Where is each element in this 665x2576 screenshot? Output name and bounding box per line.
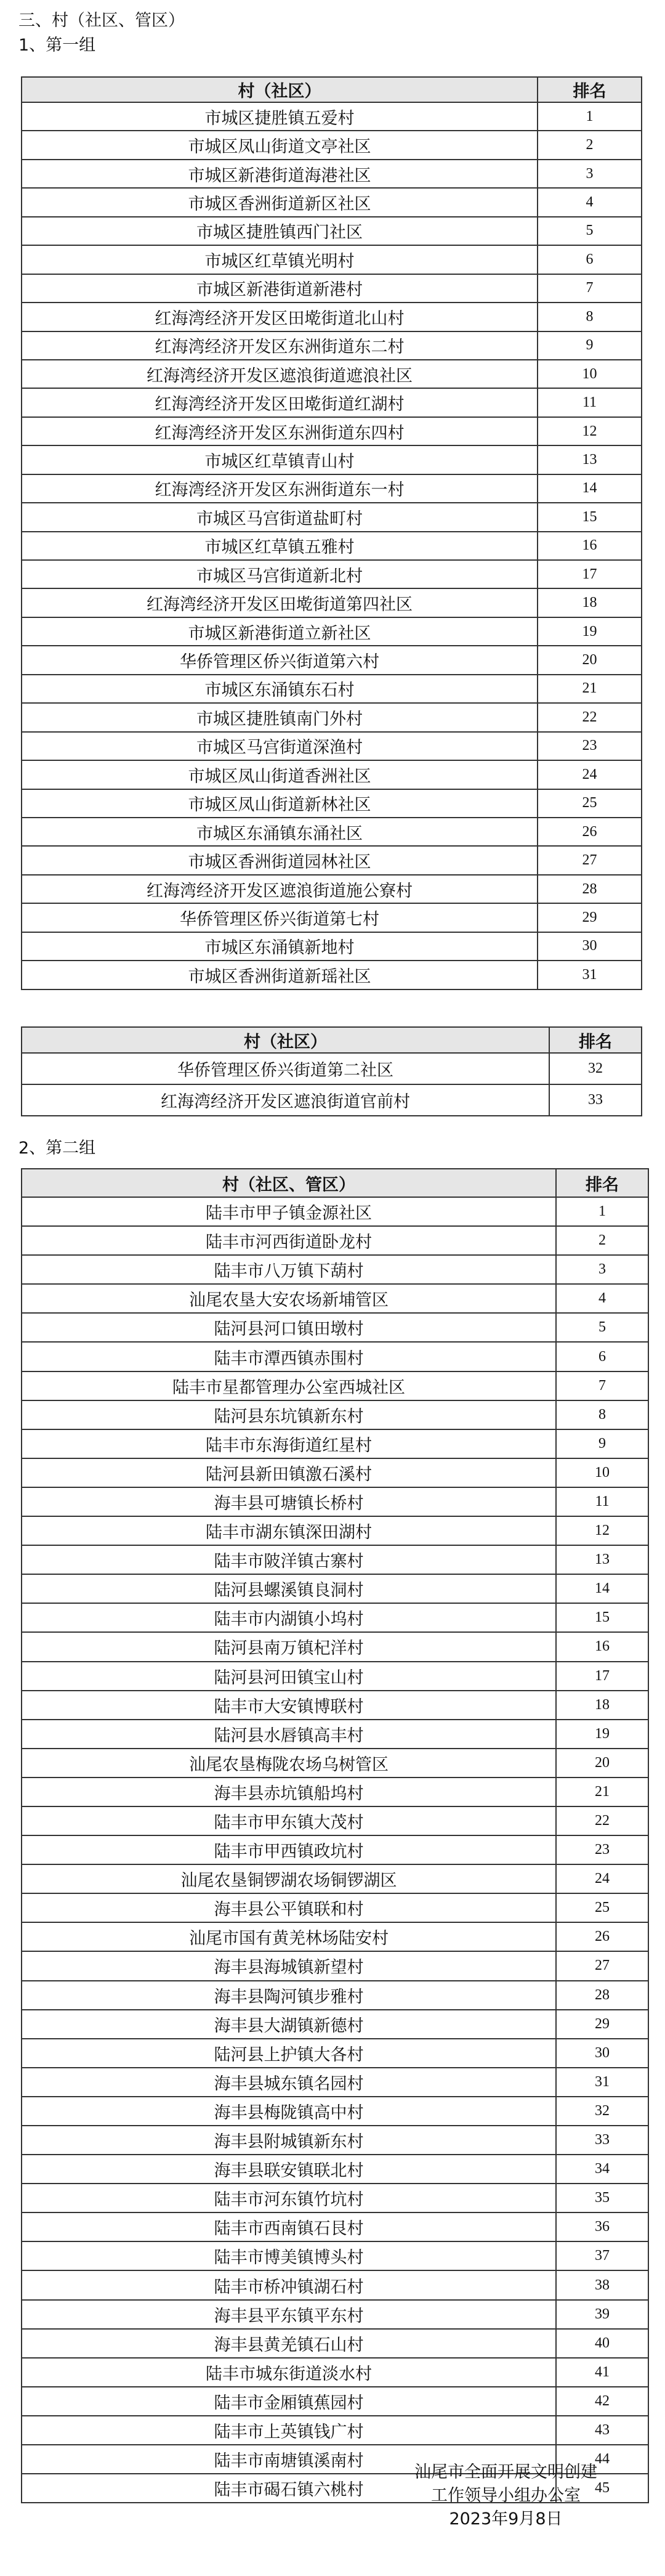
rank-cell: 17: [538, 560, 642, 588]
table-row: [22, 2416, 648, 2445]
table-row: [22, 1951, 648, 1980]
rank-cell: 19: [556, 1720, 648, 1749]
rank-cell: 23: [556, 1835, 648, 1864]
table-row: [22, 1893, 648, 1922]
table-header-row: [22, 1027, 642, 1053]
village-name-cell: 海丰县海城镇新望村: [22, 1951, 556, 1980]
table-row: [22, 331, 642, 360]
rank-cell: 5: [556, 1313, 648, 1342]
rank-cell: 13: [538, 445, 642, 474]
rank-cell: 38: [556, 2270, 648, 2299]
village-name-cell: 海丰县赤坑镇船坞村: [22, 1778, 556, 1806]
rank-cell: 44: [556, 2445, 648, 2474]
table-row: [22, 1226, 648, 1255]
issuer-line1: 汕尾市全面开展文明创建: [414, 2463, 597, 2482]
group1-extra-ranking-table: [21, 1026, 642, 1116]
issue-date: 2023年9月8日: [449, 2509, 563, 2529]
table-row: [22, 1516, 648, 1545]
table-row: [22, 2184, 648, 2212]
table-row: [22, 1574, 648, 1603]
table-row: [22, 2329, 648, 2358]
village-name-cell: 市城区香洲街道新区社区: [22, 188, 538, 216]
table-row: [22, 1255, 648, 1284]
village-name-cell: 陆河县东坑镇新东村: [22, 1400, 556, 1429]
table-row: [22, 1864, 648, 1893]
table-row: [22, 160, 642, 188]
table-row: [22, 2212, 648, 2241]
table-row: [22, 789, 642, 818]
village-name-cell: 汕尾农垦大安农场新埔管区: [22, 1284, 556, 1313]
table-row: [22, 2241, 648, 2270]
table-row: [22, 932, 642, 961]
table-row: [22, 360, 642, 388]
village-name-cell: 市城区凤山街道香洲社区: [22, 760, 538, 789]
rank-cell: 20: [538, 646, 642, 674]
rank-cell: 6: [538, 245, 642, 274]
table-row: [22, 1632, 648, 1661]
rank-cell: 41: [556, 2358, 648, 2387]
village-name-cell: 陆丰市陂洋镇古寨村: [22, 1545, 556, 1574]
table-row: [22, 760, 642, 789]
village-name-cell: 红海湾经济开发区遮浪街道施公寮村: [22, 875, 538, 903]
rank-cell: 9: [538, 331, 642, 360]
village-name-cell: 海丰县陶河镇步雅村: [22, 1981, 556, 2010]
rank-cell: 17: [556, 1662, 648, 1691]
rank-cell: 27: [538, 846, 642, 874]
village-name-cell: 华侨管理区侨兴街道第二社区: [22, 1053, 549, 1084]
rank-cell: 23: [538, 732, 642, 760]
table-row: [22, 1429, 648, 1458]
table-row: [22, 2068, 648, 2097]
rank-cell: 22: [538, 703, 642, 731]
village-name-cell: 市城区红草镇五雅村: [22, 532, 538, 560]
rank-cell: 14: [556, 1574, 648, 1603]
village-name-cell: 陆丰市金厢镇蕉园村: [22, 2387, 556, 2416]
village-name-cell: 陆河县新田镇激石溪村: [22, 1458, 556, 1487]
table-row: [22, 2155, 648, 2184]
rank-cell: 21: [538, 675, 642, 703]
table-row: [22, 2358, 648, 2387]
table-row: [22, 1662, 648, 1691]
rank-cell: 11: [556, 1487, 648, 1516]
column-header-village: 村（社区）: [22, 77, 538, 102]
table-row: [22, 1371, 648, 1400]
rank-cell: 33: [556, 2126, 648, 2155]
rank-cell: 10: [538, 360, 642, 388]
table-row: [22, 1053, 642, 1084]
village-name-cell: 陆丰市湖东镇深田湖村: [22, 1516, 556, 1545]
rank-cell: 42: [556, 2387, 648, 2416]
table-row: [22, 1400, 648, 1429]
village-name-cell: 市城区新港街道立新社区: [22, 617, 538, 646]
rank-cell: 32: [549, 1053, 642, 1084]
village-name-cell: 市城区东涌镇东涌社区: [22, 818, 538, 846]
table-row: [22, 1749, 648, 1778]
village-name-cell: 红海湾经济开发区遮浪街道遮浪社区: [22, 360, 538, 388]
table-row: [22, 560, 642, 588]
village-name-cell: 华侨管理区侨兴街道第七村: [22, 903, 538, 932]
village-name-cell: 海丰县黄羌镇石山村: [22, 2329, 556, 2358]
village-name-cell: 红海湾经济开发区田墘街道北山村: [22, 303, 538, 331]
village-name-cell: 红海湾经济开发区东洲街道东四村: [22, 417, 538, 445]
village-name-cell: 红海湾经济开发区田墘街道第四社区: [22, 588, 538, 617]
village-name-cell: 海丰县可塘镇长桥村: [22, 1487, 556, 1516]
rank-cell: 31: [556, 2068, 648, 2097]
rank-cell: 25: [538, 789, 642, 818]
rank-cell: 1: [538, 102, 642, 131]
village-name-cell: 海丰县梅陇镇高中村: [22, 2097, 556, 2126]
table-row: [22, 1691, 648, 1720]
village-name-cell: 陆丰市河东镇竹坑村: [22, 2184, 556, 2212]
village-name-cell: 市城区马宫街道盐町村: [22, 503, 538, 531]
rank-cell: 31: [538, 961, 642, 989]
rank-cell: 28: [556, 1981, 648, 2010]
rank-cell: 1: [556, 1197, 648, 1226]
village-name-cell: 市城区红草镇青山村: [22, 445, 538, 474]
village-name-cell: 陆丰市城东街道淡水村: [22, 2358, 556, 2387]
rank-cell: 18: [538, 588, 642, 617]
group2-title: 2、第二组: [18, 1139, 96, 1158]
table-row: [22, 1981, 648, 2010]
rank-cell: 7: [538, 274, 642, 303]
village-name-cell: 汕尾市国有黄羌林场陆安村: [22, 1922, 556, 1951]
table-row: [22, 646, 642, 674]
rank-cell: 45: [556, 2474, 648, 2503]
table-row: [22, 1603, 648, 1632]
village-name-cell: 陆丰市星都管理办公室西城社区: [22, 1371, 556, 1400]
rank-cell: 29: [556, 2010, 648, 2039]
village-name-cell: 陆丰市博美镇博头村: [22, 2241, 556, 2270]
table-row: [22, 1806, 648, 1835]
table-row: [22, 388, 642, 416]
table-row: [22, 131, 642, 159]
village-name-cell: 市城区红草镇光明村: [22, 245, 538, 274]
table-row: [22, 1922, 648, 1951]
rank-cell: 26: [556, 1922, 648, 1951]
rank-cell: 8: [556, 1400, 648, 1429]
column-header-village: 村（社区）: [22, 1027, 549, 1053]
table-row: [22, 961, 642, 989]
village-name-cell: 市城区东涌镇东石村: [22, 675, 538, 703]
village-name-cell: 市城区凤山街道新林社区: [22, 789, 538, 818]
village-name-cell: 市城区香洲街道新瑶社区: [22, 961, 538, 989]
table-row: [22, 588, 642, 617]
rank-cell: 14: [538, 474, 642, 503]
rank-cell: 4: [538, 188, 642, 216]
rank-cell: 10: [556, 1458, 648, 1487]
rank-cell: 3: [538, 160, 642, 188]
village-name-cell: 海丰县联安镇联北村: [22, 2155, 556, 2184]
village-name-cell: 红海湾经济开发区东洲街道东一村: [22, 474, 538, 503]
table-row: [22, 732, 642, 760]
column-header-rank: 排名: [538, 77, 642, 102]
village-name-cell: 市城区东涌镇新地村: [22, 932, 538, 961]
village-name-cell: 陆河县河口镇田墩村: [22, 1313, 556, 1342]
rank-cell: 28: [538, 875, 642, 903]
group1-ranking-table: [21, 76, 642, 990]
village-name-cell: 市城区新港街道海港社区: [22, 160, 538, 188]
rank-cell: 24: [556, 1864, 648, 1893]
village-name-cell: 陆丰市八万镇下葫村: [22, 1255, 556, 1284]
table-row: [22, 532, 642, 560]
village-name-cell: 汕尾农垦铜锣湖农场铜锣湖区: [22, 1864, 556, 1893]
village-name-cell: 汕尾农垦梅陇农场乌树管区: [22, 1749, 556, 1778]
table-row: [22, 188, 642, 216]
rank-cell: 36: [556, 2212, 648, 2241]
village-name-cell: 陆河县螺溪镇良洞村: [22, 1574, 556, 1603]
rank-cell: 6: [556, 1342, 648, 1371]
village-name-cell: 陆丰市上英镇钱广村: [22, 2416, 556, 2445]
rank-cell: 20: [556, 1749, 648, 1778]
village-name-cell: 陆丰市甲子镇金源社区: [22, 1197, 556, 1226]
table-row: [22, 1720, 648, 1749]
village-name-cell: 陆丰市内湖镇小坞村: [22, 1603, 556, 1632]
rank-cell: 24: [538, 760, 642, 789]
group1-title: 1、第一组: [18, 36, 96, 55]
rank-cell: 5: [538, 217, 642, 245]
rank-cell: 35: [556, 2184, 648, 2212]
village-name-cell: 陆丰市南塘镇溪南村: [22, 2445, 556, 2474]
table-row: [22, 303, 642, 331]
rank-cell: 33: [549, 1084, 642, 1116]
rank-cell: 22: [556, 1806, 648, 1835]
section-title: 三、村（社区、管区）: [18, 11, 185, 30]
rank-cell: 2: [538, 131, 642, 159]
rank-cell: 32: [556, 2097, 648, 2126]
village-name-cell: 陆丰市河西街道卧龙村: [22, 1226, 556, 1255]
table-row: [22, 1545, 648, 1574]
village-name-cell: 陆丰市甲东镇大茂村: [22, 1806, 556, 1835]
village-name-cell: 海丰县平东镇平东村: [22, 2300, 556, 2329]
rank-cell: 43: [556, 2416, 648, 2445]
column-header-rank: 排名: [549, 1027, 642, 1053]
table-row: [22, 1342, 648, 1371]
table-row: [22, 1197, 648, 1226]
village-name-cell: 华侨管理区侨兴街道第六村: [22, 646, 538, 674]
rank-cell: 29: [538, 903, 642, 932]
rank-cell: 2: [556, 1226, 648, 1255]
column-header-rank: 排名: [556, 1169, 648, 1197]
rank-cell: 26: [538, 818, 642, 846]
village-name-cell: 陆河县上护镇大各村: [22, 2039, 556, 2068]
rank-cell: 30: [538, 932, 642, 961]
table-header-row: [22, 1169, 648, 1197]
group2-ranking-table: [21, 1168, 649, 2503]
table-row: [22, 217, 642, 245]
table-row: [22, 102, 642, 131]
village-name-cell: 陆丰市大安镇博联村: [22, 1691, 556, 1720]
village-name-cell: 海丰县大湖镇新德村: [22, 2010, 556, 2039]
village-name-cell: 陆河县水唇镇高丰村: [22, 1720, 556, 1749]
village-name-cell: 红海湾经济开发区东洲街道东二村: [22, 331, 538, 360]
table-row: [22, 675, 642, 703]
table-row: [22, 417, 642, 445]
rank-cell: 25: [556, 1893, 648, 1922]
rank-cell: 4: [556, 1284, 648, 1313]
table-row: [22, 2039, 648, 2068]
village-name-cell: 市城区捷胜镇南门外村: [22, 703, 538, 731]
rank-cell: 21: [556, 1778, 648, 1806]
rank-cell: 13: [556, 1545, 648, 1574]
table-row: [22, 818, 642, 846]
rank-cell: 7: [556, 1371, 648, 1400]
table-row: [22, 274, 642, 303]
table-row: [22, 1284, 648, 1313]
table-row: [22, 903, 642, 932]
village-name-cell: 海丰县附城镇新东村: [22, 2126, 556, 2155]
village-name-cell: 陆河县河田镇宝山村: [22, 1662, 556, 1691]
rank-cell: 34: [556, 2155, 648, 2184]
rank-cell: 15: [538, 503, 642, 531]
rank-cell: 3: [556, 1255, 648, 1284]
table-row: [22, 1835, 648, 1864]
rank-cell: 16: [538, 532, 642, 560]
rank-cell: 37: [556, 2241, 648, 2270]
rank-cell: 9: [556, 1429, 648, 1458]
issuer-line2: 工作领导小组办公室: [431, 2486, 581, 2505]
village-name-cell: 陆丰市潭西镇赤围村: [22, 1342, 556, 1371]
table-row: [22, 1084, 642, 1116]
table-row: [22, 445, 642, 474]
table-row: [22, 703, 642, 731]
rank-cell: 27: [556, 1951, 648, 1980]
table-row: [22, 875, 642, 903]
village-name-cell: 市城区捷胜镇西门社区: [22, 217, 538, 245]
village-name-cell: 市城区凤山街道文亭社区: [22, 131, 538, 159]
table-row: [22, 2097, 648, 2126]
table-row: [22, 1313, 648, 1342]
village-name-cell: 陆丰市桥冲镇湖石村: [22, 2270, 556, 2299]
rank-cell: 30: [556, 2039, 648, 2068]
rank-cell: 39: [556, 2300, 648, 2329]
table-row: [22, 2010, 648, 2039]
rank-cell: 12: [538, 417, 642, 445]
rank-cell: 18: [556, 1691, 648, 1720]
table-row: [22, 2387, 648, 2416]
table-row: [22, 1778, 648, 1806]
village-name-cell: 红海湾经济开发区田墘街道红湖村: [22, 388, 538, 416]
table-row: [22, 846, 642, 874]
column-header-village: 村（社区、管区）: [22, 1169, 556, 1197]
table-row: [22, 503, 642, 531]
village-name-cell: 市城区马宫街道深渔村: [22, 732, 538, 760]
village-name-cell: 陆河县南万镇杞洋村: [22, 1632, 556, 1661]
table-row: [22, 2300, 648, 2329]
rank-cell: 40: [556, 2329, 648, 2358]
rank-cell: 11: [538, 388, 642, 416]
rank-cell: 8: [538, 303, 642, 331]
issuer-footer: [414, 2461, 597, 2531]
table-row: [22, 2126, 648, 2155]
village-name-cell: 海丰县城东镇名园村: [22, 2068, 556, 2097]
village-name-cell: 陆丰市碣石镇六桃村: [22, 2474, 556, 2503]
table-row: [22, 474, 642, 503]
table-row: [22, 1458, 648, 1487]
village-name-cell: 市城区捷胜镇五爱村: [22, 102, 538, 131]
table-row: [22, 617, 642, 646]
rank-cell: 19: [538, 617, 642, 646]
village-name-cell: 市城区香洲街道园林社区: [22, 846, 538, 874]
rank-cell: 16: [556, 1632, 648, 1661]
table-row: [22, 2270, 648, 2299]
village-name-cell: 市城区新港街道新港村: [22, 274, 538, 303]
village-name-cell: 市城区马宫街道新北村: [22, 560, 538, 588]
rank-cell: 12: [556, 1516, 648, 1545]
village-name-cell: 红海湾经济开发区遮浪街道官前村: [22, 1084, 549, 1116]
rank-cell: 15: [556, 1603, 648, 1632]
village-name-cell: 陆丰市甲西镇政坑村: [22, 1835, 556, 1864]
village-name-cell: 陆丰市西南镇石艮村: [22, 2212, 556, 2241]
village-name-cell: 海丰县公平镇联和村: [22, 1893, 556, 1922]
village-name-cell: 陆丰市东海街道红星村: [22, 1429, 556, 1458]
table-row: [22, 245, 642, 274]
table-row: [22, 1487, 648, 1516]
table-header-row: [22, 77, 642, 102]
